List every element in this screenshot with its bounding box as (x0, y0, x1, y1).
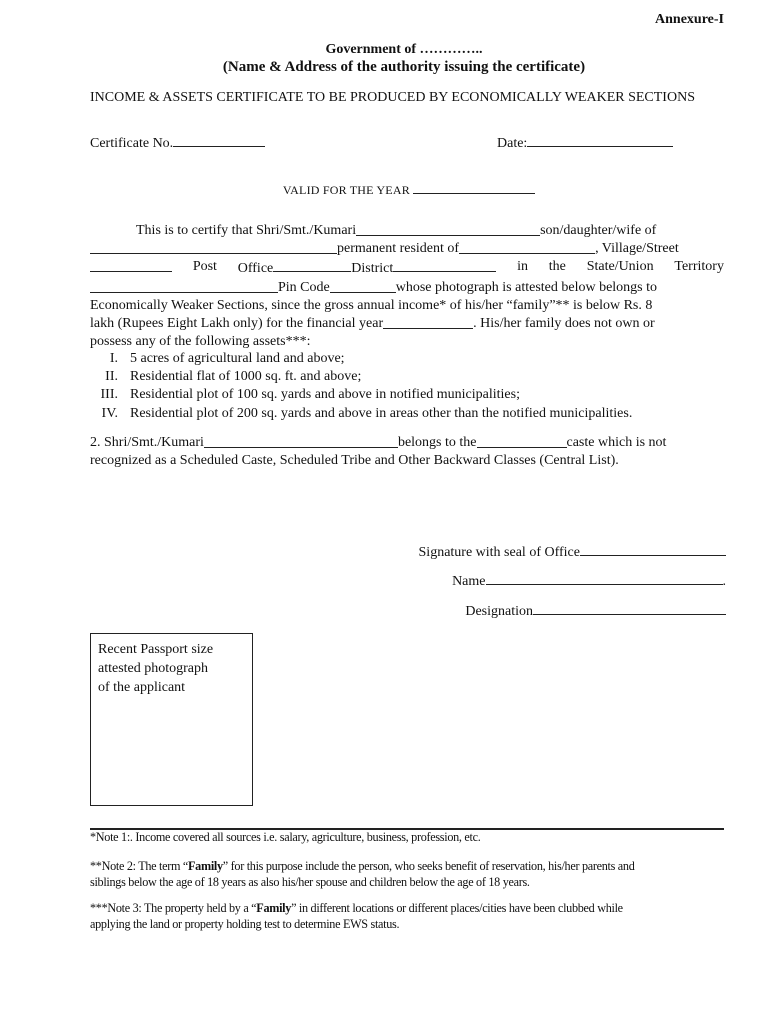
certificate-no-label: Certificate No. (90, 136, 174, 151)
caste-blank[interactable] (477, 434, 567, 448)
caste-applicant-blank[interactable] (204, 434, 398, 448)
caste-name-text: 2. Shri/Smt./Kumari (90, 435, 204, 450)
lakh-text: lakh (Rupees Eight Lakh only) for the financial year (90, 316, 384, 332)
photo-box-line: of the applicant (98, 680, 186, 695)
pin-code-blank[interactable] (330, 279, 396, 293)
note-2 (90, 859, 730, 890)
photo-box-line: Recent Passport size (98, 642, 214, 657)
designation-label: Designation (465, 604, 533, 619)
state-union-text: State/Union (586, 259, 654, 275)
note-3-family: Family (256, 901, 292, 915)
list-item-number: IV. (101, 405, 118, 421)
list-item-text: 5 acres of agricultural land and above; (130, 351, 345, 366)
para-line-3 (90, 258, 724, 278)
caste-line-1 (90, 434, 724, 452)
date-blank[interactable] (527, 133, 673, 147)
certificate-no-blank[interactable] (173, 133, 265, 147)
page-title: INCOME & ASSETS CERTIFICATE TO BE PRODUCED BY ECONOMICALLY WEAKER SECTIONS (90, 90, 695, 105)
authority-line: (Name & Address of the authority issuing the certificate) (222, 59, 586, 75)
signature-blank[interactable] (580, 542, 726, 556)
note-1 (90, 830, 730, 846)
the-text: the (548, 259, 566, 275)
list-item-number: III. (100, 387, 118, 403)
district-text: District (351, 261, 394, 277)
assets-list (90, 350, 632, 423)
list-item-number: II. (105, 369, 118, 385)
note-3-prefix: ***Note 3: The property held by a “ (90, 901, 257, 915)
note-2-text: ” for this purpose include the person, who seeks benefit of reservation, his/her parents and (222, 859, 635, 873)
applicant-name-blank[interactable] (356, 222, 540, 236)
caste-paragraph (90, 434, 724, 470)
district-blank[interactable] (393, 258, 496, 272)
valid-year-blank[interactable] (413, 180, 535, 194)
financial-year-blank[interactable] (383, 315, 473, 329)
para-line-1 (90, 222, 724, 240)
note-3-text: ” in different locations or different places/cities have been clubbed while (291, 901, 623, 915)
caste-line-2 (90, 452, 724, 470)
recognized-text: recognized as a Scheduled Caste, Scheduled Tribe and Other Backward Classes (Central List). (90, 453, 619, 469)
para-line-6 (90, 315, 724, 333)
belongs-text: belongs to the (397, 435, 477, 450)
para-line-5 (90, 297, 724, 315)
para-line-4 (90, 279, 724, 297)
resident-place-blank[interactable] (459, 240, 595, 254)
signature-field (419, 542, 726, 561)
office-text: Office (237, 261, 274, 277)
list-item-text: Residential flat of 1000 sq. ft. and above; (130, 369, 362, 385)
photograph-box[interactable] (90, 633, 253, 806)
photo-box-line: attested photograph (98, 661, 209, 676)
territory-text: Territory (674, 259, 724, 275)
post-office-blank[interactable] (273, 258, 351, 272)
valid-for-year (0, 180, 768, 198)
designation-blank[interactable] (533, 601, 726, 615)
possess-text: possess any of the following assets***: (90, 334, 311, 350)
note-2-family: Family (188, 859, 223, 873)
date-label: Date: (497, 136, 528, 151)
name-field (452, 571, 726, 590)
resident-text: permanent resident of (337, 241, 460, 257)
caste-not-text: caste which is not (566, 435, 667, 450)
date-field (497, 133, 673, 152)
name-label: Name (452, 574, 486, 589)
valid-label: VALID FOR THE YEAR (282, 183, 410, 197)
certify-text: This is to certify that Shri/Smt./Kumari (136, 223, 357, 238)
photograph-text: whose photograph is attested below belongs to (395, 279, 658, 295)
pin-code-text: Pin Code (278, 279, 330, 295)
note-3-line-2: applying the land or property holding test to determine EWS status. (90, 916, 400, 931)
list-item (90, 350, 632, 368)
note-3 (90, 901, 730, 932)
list-item (90, 368, 632, 386)
relation-text: son/daughter/wife of (540, 223, 657, 238)
note-2-prefix: **Note 2: The term “ (90, 859, 189, 873)
designation-field (465, 601, 726, 620)
village-blank[interactable] (90, 258, 172, 272)
list-item-text: Residential plot of 100 sq. yards and above in notified municipalities; (130, 387, 520, 403)
list-item-text: Residential plot of 200 sq. yards and above in areas other than the notified municipalities. (130, 405, 633, 421)
signature-label: Signature with seal of Office (418, 545, 580, 560)
para-line-7 (90, 333, 724, 351)
list-item (90, 386, 632, 404)
parent-name-blank[interactable] (90, 240, 337, 254)
income-text: Economically Weaker Sections, since the gross annual income* of his/her “family”** is below Rs. 8 (90, 297, 653, 313)
name-blank[interactable] (486, 571, 723, 585)
government-of-line: Government of ………….. (325, 42, 483, 57)
para-line-2 (90, 240, 724, 258)
in-text: in (517, 259, 528, 275)
list-item (90, 405, 632, 423)
village-text: , Village/Street (595, 241, 679, 257)
list-item-number: I. (109, 351, 118, 366)
state-blank[interactable] (90, 279, 278, 293)
post-text: Post (192, 259, 217, 275)
note-2-line-2: siblings below the age of 18 years as also his/her spouse and children below the age of 18 years. (90, 874, 530, 889)
certification-paragraph (90, 222, 724, 351)
certificate-no-field (90, 133, 265, 152)
annexure-label: Annexure-I (655, 12, 724, 27)
note-1-text: *Note 1:. Income covered all sources i.e. salary, agriculture, business, profession, etc. (90, 830, 481, 844)
not-own-text: . His/her family does not own or (473, 316, 655, 332)
name-suffix: . (722, 574, 726, 589)
